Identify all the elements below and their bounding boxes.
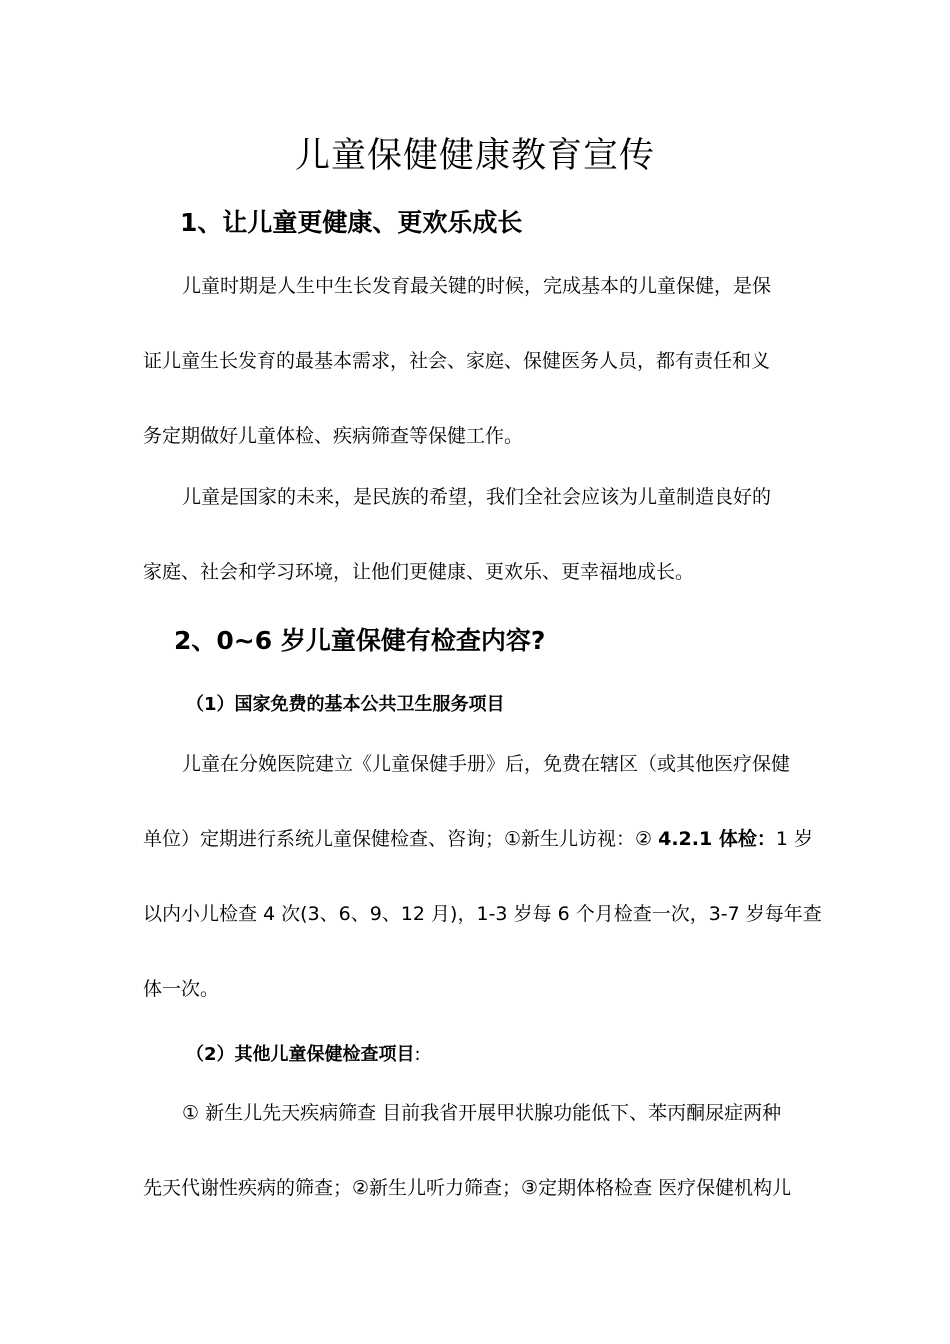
paragraph-1-line-1: 儿童时期是人生中生长发育最关键的时候，完成基本的儿童保健，是保 xyxy=(182,275,772,297)
paragraph-2-line-2: 家庭、社会和学习环境，让他们更健康、更欢乐、更幸福地成长。 xyxy=(143,561,695,583)
paragraph-4-line-1: ① 新生儿先天疾病筛查 目前我省开展甲状腺功能低下、苯丙酮尿症两种 xyxy=(182,1102,782,1124)
subsection-2-colon: : xyxy=(414,1044,421,1065)
paragraph-1-line-2: 证儿童生长发育的最基本需求，社会、家庭、保健医务人员，都有责任和义 xyxy=(143,350,771,372)
paragraph-4-line-2: 先天代谢性疾病的筛查；②新生儿听力筛查；③定期体格检查 医疗保健机构儿 xyxy=(143,1177,792,1199)
paragraph-3-line-2-text: 单位）定期进行系统儿童保健检查、咨询；①新生儿访视：② xyxy=(143,828,659,850)
subsection-2-title: （2）其他儿童保健检查项目 xyxy=(186,1044,415,1065)
paragraph-3-line-4: 体一次。 xyxy=(143,978,220,1000)
paragraph-3-line-2-tail: 1 岁 xyxy=(775,828,813,850)
subsection-1-heading: （1）国家免费的基本公共卫生服务项目 xyxy=(186,694,505,715)
subsection-2-heading xyxy=(186,1040,421,1066)
section-1-heading: 1、让儿童更健康、更欢乐成长 xyxy=(180,208,523,237)
paragraph-3-bold-label: 4.2.1 体检： xyxy=(658,828,776,850)
paragraph-3-line-2 xyxy=(143,826,813,852)
section-2-heading: 2、0~6 岁儿童保健有检查内容? xyxy=(174,626,546,655)
paragraph-3-line-3: 以内小儿检查 4 次(3、6、9、12 月)，1-3 岁每 6 个月检查一次，3-7 岁每年查 xyxy=(143,903,822,925)
document-title: 儿童保健健康教育宣传 xyxy=(294,136,655,176)
paragraph-3-line-1: 儿童在分娩医院建立《儿童保健手册》后，免费在辖区（或其他医疗保健 xyxy=(182,753,791,775)
paragraph-1-line-3: 务定期做好儿童体检、疾病筛查等保健工作。 xyxy=(143,425,524,447)
paragraph-2-line-1: 儿童是国家的未来，是民族的希望，我们全社会应该为儿童制造良好的 xyxy=(182,486,772,508)
